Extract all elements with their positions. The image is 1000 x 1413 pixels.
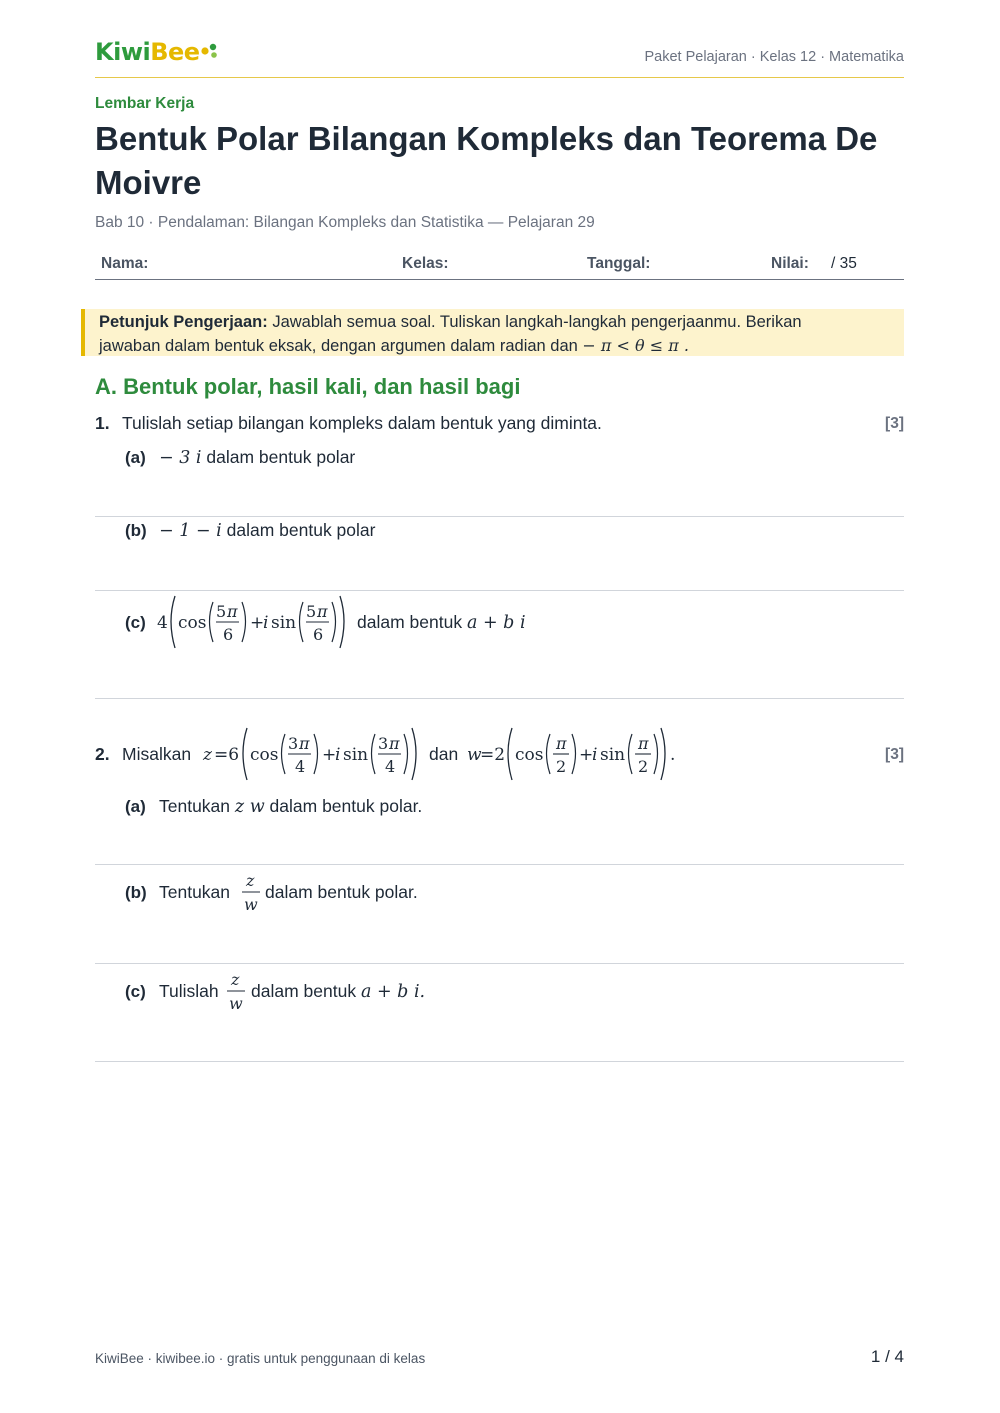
svg-text:3: 3	[288, 734, 299, 753]
svg-text:6: 6	[223, 625, 234, 644]
svg-text:5: 5	[216, 602, 227, 621]
q2b-fraction-z-over-w	[240, 868, 264, 918]
svg-text:.: .	[670, 745, 676, 765]
q1c-label: (c)	[125, 613, 146, 632]
svg-text:=2: =2	[480, 745, 506, 765]
svg-text:w: w	[229, 994, 243, 1013]
q1b-label: (b)	[125, 521, 147, 540]
instructions-box	[81, 309, 904, 356]
svg-text:cos: cos	[250, 745, 279, 765]
answer-line	[95, 864, 904, 865]
breadcrumb: Paket Pelajaran · Kelas 12 · Matematika	[644, 49, 904, 65]
svg-text:π: π	[299, 734, 310, 753]
q1c-instruction: dalam bentuk	[357, 612, 463, 632]
logo-dots-icon	[199, 40, 219, 60]
answer-line	[95, 1061, 904, 1062]
page-title: Bentuk Polar Bilangan Kompleks dan Teorema De Moivre	[95, 120, 878, 201]
class-label: Kelas:	[402, 255, 449, 272]
q2c-instruction: dalam bentuk	[251, 981, 357, 1001]
svg-text:z: z	[246, 871, 255, 890]
kiwibee-logo: KiwiBee	[95, 38, 200, 66]
answer-line	[95, 516, 904, 517]
q1a-math: − 3 i	[159, 448, 202, 468]
q1a-label: (a)	[125, 448, 146, 467]
q1c-target-form: a + b i	[466, 613, 526, 633]
q2a-math: z w	[234, 797, 265, 817]
q2b-label: (b)	[125, 883, 147, 902]
answer-line	[95, 698, 904, 699]
svg-text:2: 2	[556, 757, 567, 776]
q2c-fraction-z-over-w	[225, 967, 249, 1017]
page-subtitle: Bab 10 · Pendalaman: Bilangan Kompleks dan Statistika — Pelajaran 29	[95, 214, 595, 231]
worksheet-eyebrow: Lembar Kerja	[95, 95, 195, 112]
score-value: / 35	[831, 255, 857, 272]
q2-w-expression	[467, 723, 677, 785]
svg-text:+: +	[322, 745, 337, 765]
svg-text:+: +	[579, 745, 594, 765]
date-label: Tanggal:	[587, 255, 651, 272]
svg-text:4: 4	[385, 757, 396, 776]
q2-number: 2.	[95, 744, 110, 764]
q2a-pre: Tentukan	[159, 796, 231, 816]
svg-text:w: w	[244, 895, 258, 914]
q1-text: Tulislah setiap bilangan kompleks dalam bentuk yang diminta.	[122, 413, 602, 433]
svg-text:sin: sin	[600, 745, 626, 765]
footer-credits: KiwiBee · kiwibee.io · gratis untuk penggunaan di kelas	[95, 1351, 426, 1366]
argument-condition: − π < θ ≤ π .	[582, 336, 689, 355]
svg-text:3: 3	[378, 734, 389, 753]
q2c-text	[251, 981, 425, 1002]
svg-text:z: z	[203, 745, 212, 765]
q2-joiner: dan	[429, 744, 459, 764]
q2c-label: (c)	[125, 982, 146, 1001]
q2a-label: (a)	[125, 797, 146, 816]
svg-text:2: 2	[638, 757, 649, 776]
q1b-text	[159, 520, 375, 541]
q2a-text	[159, 796, 422, 817]
q2b-instruction: dalam bentuk polar.	[265, 882, 418, 902]
q2-marks: [3]	[885, 746, 904, 763]
q2-lead: Misalkan	[122, 744, 192, 764]
svg-text:4: 4	[295, 757, 306, 776]
q2a-instruction: dalam bentuk polar.	[269, 796, 423, 816]
svg-text:π: π	[638, 734, 649, 753]
answer-line	[95, 963, 904, 964]
student-info-row	[95, 250, 904, 280]
q2-z-expression	[203, 723, 428, 785]
svg-text:π: π	[317, 602, 328, 621]
q2b-pre: Tentukan	[159, 882, 231, 902]
score-label: Nilai:	[771, 255, 809, 272]
svg-text:π: π	[556, 734, 567, 753]
q1b-instruction: dalam bentuk polar	[226, 520, 376, 540]
q2c-target-form: a + b i.	[360, 982, 426, 1002]
svg-text:w: w	[467, 745, 482, 765]
svg-text:i: i	[263, 613, 269, 633]
q1b-math: − 1 − i	[159, 521, 222, 541]
q2c-pre: Tulislah	[159, 981, 219, 1001]
q1c-text	[357, 612, 526, 633]
svg-text:6: 6	[313, 625, 324, 644]
svg-text:cos: cos	[515, 745, 544, 765]
svg-text:=6: =6	[214, 745, 240, 765]
page-number: 1 / 4	[870, 1347, 904, 1366]
svg-text:5: 5	[306, 602, 317, 621]
svg-text:sin: sin	[343, 745, 369, 765]
q1c-math-expression	[157, 590, 357, 652]
instructions-line2: jawaban dalam bentuk eksak, dengan argumen dalam radian dan	[99, 337, 578, 355]
svg-text:sin: sin	[271, 613, 297, 633]
q1a-instruction: dalam bentuk polar	[206, 447, 356, 467]
instructions-line1: Jawablah semua soal. Tuliskan langkah-langkah pengerjaanmu. Berikan	[272, 313, 802, 331]
svg-text:4: 4	[157, 613, 168, 633]
svg-text:cos: cos	[178, 613, 207, 633]
svg-text:z: z	[231, 970, 240, 989]
svg-text:+: +	[250, 613, 265, 633]
svg-text:i: i	[335, 745, 341, 765]
q1a-text	[159, 447, 355, 468]
svg-text:π: π	[389, 734, 400, 753]
instructions-label: Petunjuk Pengerjaan:	[99, 313, 268, 331]
name-label: Nama:	[101, 255, 149, 272]
svg-text:π: π	[227, 602, 238, 621]
worksheet-page	[95, 0, 904, 1413]
page-header	[95, 36, 904, 78]
q1-number: 1.	[95, 413, 110, 433]
svg-text:i: i	[592, 745, 598, 765]
section-a-title: A. Bentuk polar, hasil kali, dan hasil bagi	[95, 374, 521, 399]
q1-marks: [3]	[885, 415, 904, 432]
